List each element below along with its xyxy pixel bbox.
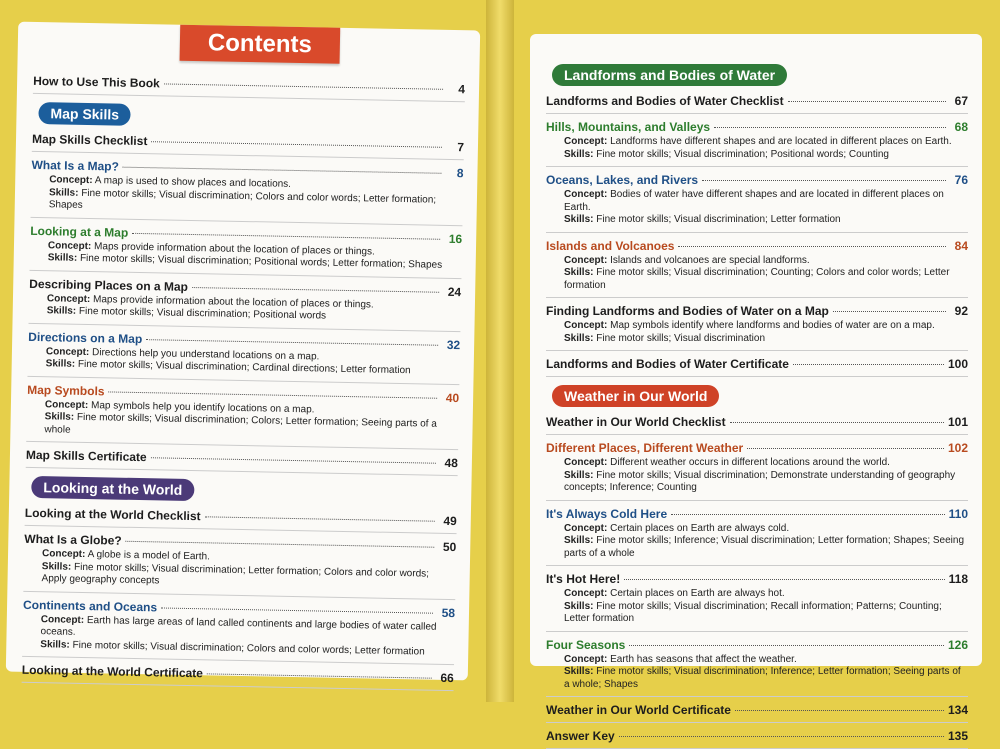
toc-entry — [546, 173, 968, 233]
section-header-looking-at-the-world: Looking at the World — [31, 476, 194, 501]
toc-entry-title: Map Skills Certificate — [25, 447, 147, 465]
toc-entry-title: How to Use This Book — [33, 73, 160, 91]
skills-text — [564, 149, 968, 162]
toc-entry-page: 66 — [440, 670, 454, 686]
toc-entry-page: 110 — [948, 506, 968, 521]
skills-label: Skills: — [40, 638, 70, 651]
toc-entry-title: Directions on a Map — [28, 329, 143, 346]
toc-entry-row — [546, 173, 968, 187]
toc-entry — [27, 329, 460, 384]
concept-value: Different weather occurs in different locations around the world. — [610, 457, 890, 468]
toc-entry — [26, 448, 458, 476]
concept-text — [564, 457, 968, 470]
skills-label: Skills: — [46, 305, 77, 317]
dot-leader — [192, 287, 439, 293]
concept-label: Concept: — [564, 320, 608, 331]
concept-label: Concept: — [564, 653, 608, 665]
dot-leader — [151, 457, 436, 463]
skills-value: Fine motor skills; Visual discrimination; Recall information; Patterns; Counting; Letter formation — [564, 600, 942, 624]
toc-entry — [22, 663, 454, 691]
entry-divider — [546, 434, 968, 435]
toc-entry-page: 101 — [947, 415, 968, 429]
skills-value: Fine motor skills; Visual discrimination; Colors and color words; Letter formation — [72, 639, 425, 658]
right-page — [530, 34, 982, 743]
dot-leader — [109, 391, 438, 398]
skills-label: Skills: — [564, 214, 594, 225]
concept-label: Concept: — [49, 174, 93, 187]
dot-leader — [678, 246, 946, 247]
toc-entry-page: 8 — [456, 166, 464, 181]
concept-value: Earth has large areas of land called continents and large bodies of water called oceans. — [40, 614, 437, 638]
toc-entry-row — [546, 729, 968, 743]
dot-leader — [671, 514, 945, 515]
concept-value: Directions help you understand locations on a map. — [91, 346, 320, 362]
skills-text — [564, 535, 968, 560]
toc-entry-title: Looking at the World Checklist — [24, 505, 201, 524]
toc-entry — [31, 158, 464, 226]
toc-entry-title: Continents and Oceans — [22, 597, 158, 614]
toc-entry — [546, 729, 968, 749]
left-contents-list — [22, 68, 466, 691]
dot-leader — [833, 311, 946, 312]
concept-text — [564, 320, 968, 333]
skills-label: Skills: — [47, 252, 78, 264]
contents-banner: Contents — [180, 25, 341, 64]
concept-label: Concept: — [564, 136, 608, 147]
concept-text — [564, 523, 968, 536]
dot-leader — [151, 141, 442, 148]
toc-entry-title: Different Places, Different Weather — [546, 441, 744, 455]
skills-label: Skills: — [564, 148, 594, 160]
dot-leader — [793, 364, 944, 365]
concept-text — [564, 588, 968, 601]
skills-value: Fine motor skills; Visual discrimination; Colors and color words; Letter formation; Shapes — [48, 187, 437, 211]
skills-label: Skills: — [564, 666, 594, 677]
section-header-weather: Weather in Our World — [552, 385, 719, 407]
concept-value: Islands and volcanoes are special landforms. — [610, 254, 810, 266]
concept-label: Concept: — [47, 239, 92, 252]
toc-entry-row — [546, 572, 968, 586]
entry-divider — [546, 232, 968, 233]
entry-divider — [546, 696, 968, 697]
concept-value: Maps provide information about the location of places or things. — [92, 293, 374, 311]
concept-label: Concept: — [564, 254, 608, 266]
toc-entry-row — [546, 120, 968, 134]
toc-entry-title: Looking at the World Certificate — [21, 662, 204, 681]
dot-leader — [205, 516, 435, 521]
skills-value: Fine motor skills; Visual discrimination; Letter formation — [596, 214, 841, 225]
toc-entry-page: 16 — [448, 231, 463, 246]
entry-divider — [546, 297, 968, 298]
toc-entry-title: Looking at a Map — [30, 223, 129, 240]
toc-entry-page: 32 — [446, 337, 461, 352]
concept-value: Landforms have different shapes and are located in different places on Earth. — [610, 136, 952, 147]
dot-leader — [619, 736, 944, 737]
skills-text — [564, 333, 968, 346]
dot-leader — [624, 579, 944, 580]
toc-entry — [546, 239, 968, 299]
toc-entry-title: Oceans, Lakes, and Rivers — [546, 173, 699, 187]
toc-entry-page: 4 — [458, 82, 466, 97]
toc-entry-title: Describing Places on a Map — [29, 276, 189, 294]
concept-value: Map symbols identify where landforms and bodies of water are on a map. — [610, 320, 935, 331]
toc-entry-row — [25, 506, 457, 528]
dot-leader — [714, 127, 946, 128]
toc-entry-row — [546, 507, 968, 521]
skills-value: Fine motor skills; Visual discrimination; Letter formation; Colors and color words; Apply geography concepts — [41, 561, 430, 587]
toc-entry — [32, 132, 464, 160]
concept-value: Maps provide information about the location of places or things. — [94, 240, 375, 258]
toc-entry-row — [546, 415, 968, 429]
toc-entry — [546, 94, 968, 114]
dot-leader — [207, 673, 432, 678]
toc-entry-title: Landforms and Bodies of Water Certificate — [546, 357, 789, 371]
concept-label: Concept: — [564, 189, 608, 200]
concept-label: Concept: — [564, 588, 608, 599]
toc-entry — [546, 304, 968, 351]
skills-text — [564, 601, 968, 626]
toc-entry-page: 68 — [954, 120, 968, 134]
dot-leader — [747, 448, 944, 449]
toc-entry-row — [26, 448, 458, 470]
skills-text — [564, 666, 968, 691]
concept-label: Concept: — [45, 345, 90, 358]
concept-value: Bodies of water have different shapes and are located in different places on Earth. — [564, 189, 944, 213]
entry-divider — [546, 722, 968, 723]
toc-entry — [546, 638, 968, 698]
toc-entry — [30, 223, 463, 278]
toc-entry-row — [546, 304, 968, 318]
dot-leader — [629, 645, 944, 646]
concept-text — [564, 654, 968, 667]
toc-entry — [26, 382, 459, 450]
right-contents-list — [546, 56, 968, 749]
skills-text — [564, 267, 968, 292]
skills-text — [564, 470, 968, 495]
toc-entry — [546, 507, 968, 567]
concept-label: Concept: — [46, 292, 91, 305]
toc-entry-row — [33, 74, 465, 96]
toc-entry-title: Islands and Volcanoes — [546, 238, 675, 253]
toc-entry — [546, 120, 968, 167]
toc-entry-page: 135 — [947, 729, 968, 743]
toc-entry-page: 48 — [444, 455, 459, 471]
concept-text — [564, 136, 968, 149]
toc-entry-title: It's Hot Here! — [546, 572, 621, 586]
dot-leader — [730, 422, 944, 423]
skills-label: Skills: — [564, 535, 594, 546]
toc-entry-title: Weather in Our World Checklist — [546, 415, 726, 429]
toc-entry — [23, 532, 456, 600]
toc-entry — [546, 703, 968, 723]
toc-entry-page: 84 — [954, 238, 968, 253]
toc-entry-title: Hills, Mountains, and Valleys — [546, 120, 711, 134]
toc-entry-page: 40 — [445, 390, 460, 405]
concept-value: Earth has seasons that affect the weather. — [610, 653, 797, 665]
toc-entry-title: Map Skills Checklist — [31, 131, 148, 149]
dot-leader — [132, 232, 440, 239]
skills-label: Skills: — [564, 469, 594, 481]
toc-entry — [28, 276, 461, 331]
section-header-landforms: Landforms and Bodies of Water — [552, 64, 787, 86]
dot-leader — [123, 167, 442, 174]
skills-value: Fine motor skills; Inference; Visual discrimination; Letter formation; Shapes; Seeing parts of a whole — [564, 535, 965, 559]
toc-entry-row — [32, 132, 464, 154]
toc-entry-page: 118 — [948, 572, 968, 586]
toc-entry-page: 100 — [947, 357, 968, 371]
toc-entry-page: 134 — [947, 703, 968, 717]
concept-label: Concept: — [41, 548, 86, 561]
concept-value: Certain places on Earth are always cold. — [610, 522, 790, 534]
toc-entry-page: 102 — [947, 441, 968, 455]
skills-label: Skills: — [564, 600, 594, 612]
skills-label: Skills: — [41, 560, 72, 573]
concept-value: A globe is a model of Earth. — [87, 549, 211, 563]
toc-entry-row — [546, 239, 968, 253]
skills-value: Fine motor skills; Visual discrimination; Inference; Letter formation; Seeing parts of a whole; Shapes — [564, 666, 961, 690]
skills-label: Skills: — [44, 411, 75, 423]
entry-divider — [546, 113, 968, 114]
dot-leader — [146, 339, 438, 346]
entry-divider — [546, 631, 968, 632]
skills-label: Skills: — [564, 332, 594, 344]
section-header-map-skills: Map Skills — [38, 102, 131, 126]
entry-divider — [546, 565, 968, 566]
skills-label: Skills: — [48, 186, 79, 199]
entry-divider — [546, 376, 968, 377]
concept-label: Concept: — [40, 613, 85, 626]
toc-entry-row — [546, 441, 968, 455]
toc-entry-title: Weather in Our World Certificate — [546, 703, 731, 717]
toc-entry-row — [546, 638, 968, 652]
toc-entry-title: What Is a Map? — [31, 157, 119, 174]
toc-entry-page: 76 — [954, 173, 968, 187]
toc-entry-title: Map Symbols — [27, 382, 105, 398]
dot-leader — [126, 541, 435, 548]
toc-entry — [546, 572, 968, 632]
dot-leader — [788, 101, 946, 102]
toc-entry-page: 50 — [442, 539, 457, 555]
dot-leader — [161, 607, 433, 613]
skills-value: Fine motor skills; Visual discrimination; Positional words; Letter formation; Shapes — [79, 252, 443, 271]
toc-entry — [546, 441, 968, 501]
entry-divider — [546, 166, 968, 167]
toc-entry — [546, 415, 968, 435]
toc-entry — [22, 597, 455, 665]
toc-entry-title: What Is a Globe? — [24, 531, 122, 548]
toc-entry-page: 24 — [447, 284, 462, 299]
toc-entry-page: 67 — [954, 94, 968, 108]
dot-leader — [702, 180, 946, 181]
toc-entry-page: 49 — [443, 513, 457, 529]
skills-value: Fine motor skills; Visual discrimination; Demonstrate understanding of geography concepts; Inference; Counting — [564, 469, 956, 493]
skills-label: Skills: — [45, 358, 76, 370]
toc-entry-title: Answer Key — [546, 729, 615, 743]
skills-value: Fine motor skills; Visual discrimination; Positional words; Counting — [596, 148, 889, 160]
concept-label: Concept: — [44, 398, 89, 411]
toc-entry — [546, 357, 968, 377]
toc-entry — [25, 506, 457, 534]
entry-divider — [546, 350, 968, 351]
toc-entry-row — [546, 357, 968, 371]
concept-text — [564, 189, 968, 214]
skills-value: Fine motor skills; Visual discrimination; Counting; Colors and color words; Letter formation — [564, 267, 950, 291]
concept-label: Concept: — [564, 522, 608, 534]
concept-value: Map symbols help you identify locations on a map. — [90, 399, 315, 415]
toc-entry-page: 126 — [947, 637, 968, 652]
skills-label: Skills: — [564, 267, 594, 278]
toc-entry-title: It's Always Cold Here — [546, 506, 668, 521]
left-page — [6, 22, 480, 686]
toc-entry-title: Four Seasons — [546, 637, 626, 652]
toc-entry-page: 7 — [457, 140, 465, 155]
toc-entry — [33, 74, 465, 102]
toc-entry-page: 92 — [954, 304, 968, 318]
skills-value: Fine motor skills; Visual discrimination; Colors; Letter formation; Seeing parts of a whole — [44, 411, 437, 436]
skills-value: Fine motor skills; Visual discrimination; Positional words — [78, 305, 327, 322]
book-gutter — [486, 0, 514, 702]
entry-divider — [546, 500, 968, 501]
toc-entry-row — [22, 663, 454, 685]
toc-entry-title: Landforms and Bodies of Water Checklist — [546, 94, 784, 108]
dot-leader — [164, 83, 443, 89]
toc-entry-title: Finding Landforms and Bodies of Water on a Map — [546, 304, 829, 318]
concept-value: Certain places on Earth are always hot. — [610, 588, 785, 599]
concept-text — [564, 255, 968, 268]
toc-entry-row — [546, 94, 968, 108]
toc-entry-page: 58 — [441, 605, 456, 620]
toc-entry-row — [546, 703, 968, 717]
concept-label: Concept: — [564, 457, 608, 468]
skills-value: Fine motor skills; Visual discrimination — [596, 332, 766, 344]
concept-value: A map is used to show places and locations. — [94, 175, 292, 190]
skills-value: Fine motor skills; Visual discrimination; Cardinal directions; Letter formation — [77, 358, 411, 377]
dot-leader — [735, 710, 944, 711]
skills-text — [564, 214, 968, 227]
